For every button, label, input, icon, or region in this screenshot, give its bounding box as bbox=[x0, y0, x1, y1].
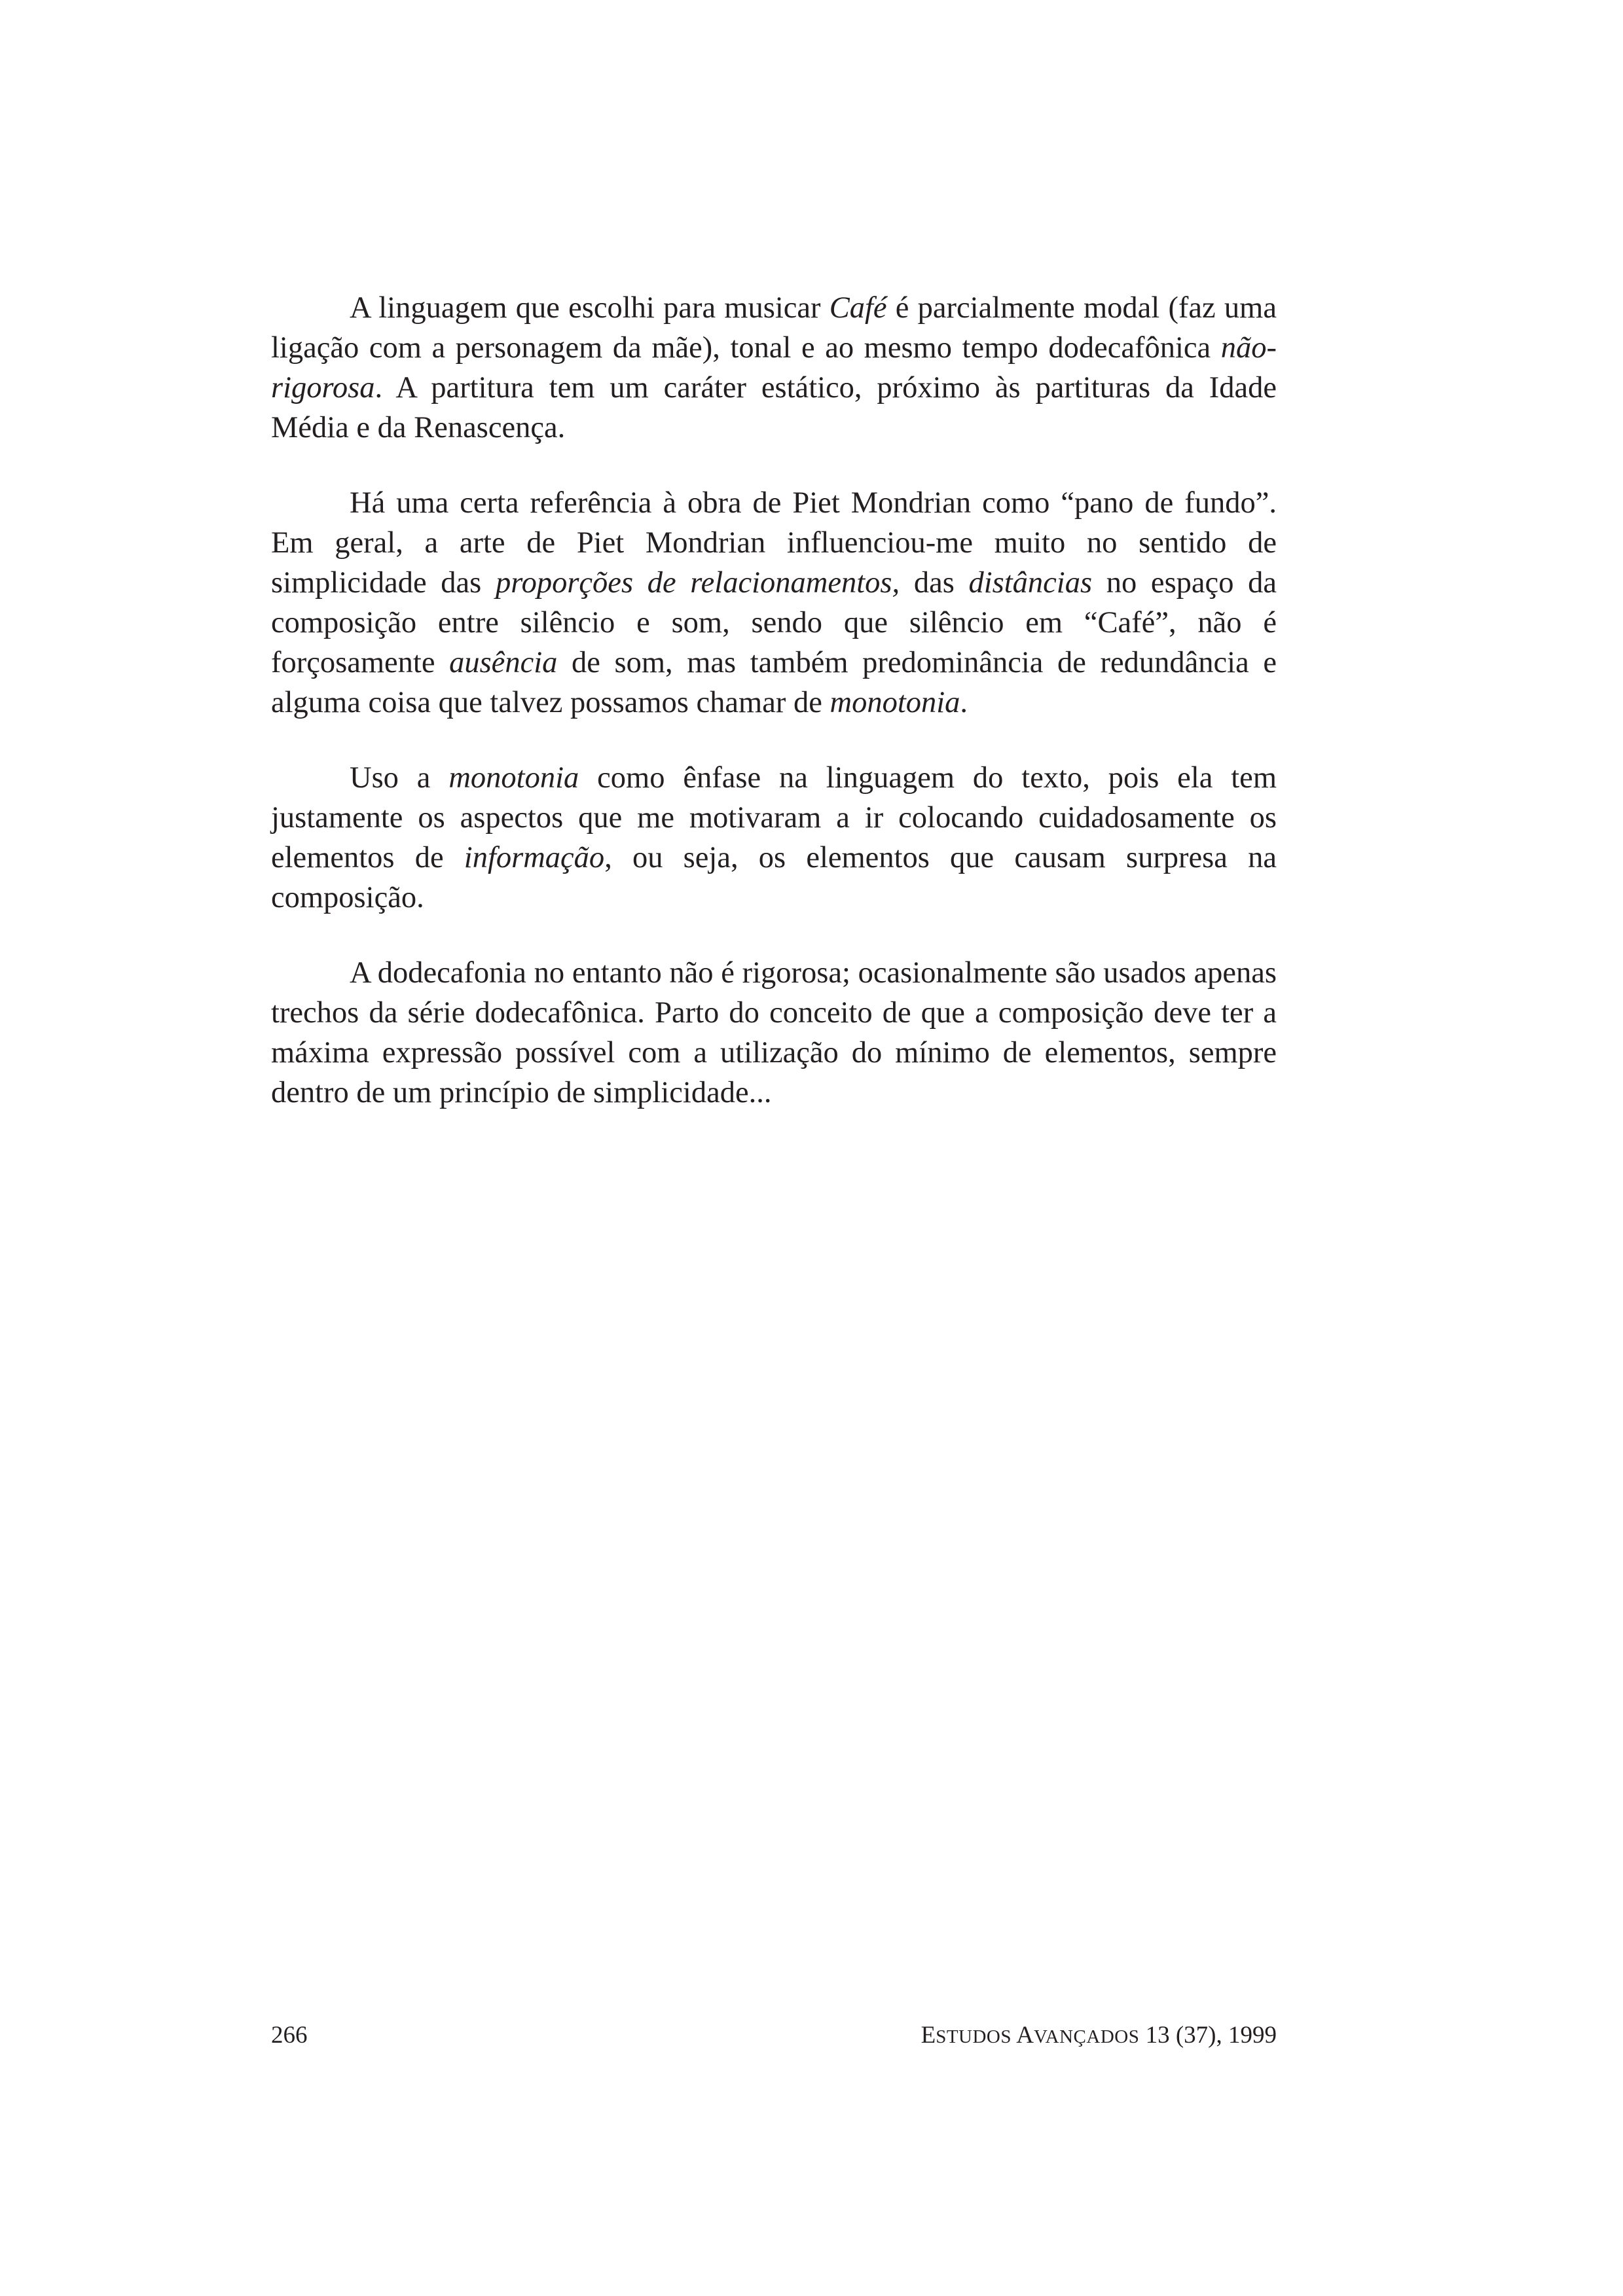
italic-text: proporções de relacionamentos, bbox=[495, 566, 900, 600]
text-run: no espaço da composição entre silêncio e som, sendo que silêncio em “Café”, não é forçosamente bbox=[271, 566, 1277, 679]
text-run: como ênfase na linguagem do texto, pois ela tem justamente os aspectos que me motivaram a ir colocando cuidadosamente os elementos de bbox=[271, 761, 1277, 874]
italic-text: distâncias bbox=[968, 566, 1093, 600]
italic-text: monotonia bbox=[830, 686, 960, 719]
paragraph bbox=[271, 483, 1277, 723]
italic-text: ausência bbox=[449, 646, 558, 679]
text-run: , ou seja, os elementos que causam surpresa na composição. bbox=[271, 841, 1277, 914]
page-number: 266 bbox=[271, 2022, 308, 2049]
text-run: Uso a bbox=[350, 761, 449, 795]
journal-citation-part: 13 (37), 1999 bbox=[1139, 2022, 1277, 2049]
page-footer bbox=[271, 2016, 1277, 2055]
journal-citation-part: STUDOS bbox=[936, 2026, 1012, 2047]
paragraph bbox=[271, 953, 1277, 1113]
journal-citation bbox=[921, 2016, 1277, 2056]
text-run: . A partitura tem um caráter estático, próximo às partituras da Idade Média e da Renascença. bbox=[271, 371, 1277, 444]
text-run: das bbox=[900, 566, 969, 600]
text-run: de som, mas também predominância de redundância e alguma coisa que talvez possamos chamar de bbox=[271, 646, 1277, 719]
italic-text: Café bbox=[829, 291, 887, 325]
text-run: A dodecafonia no entanto não é rigorosa; ocasionalmente são usados apenas trechos da série dodecafônica. Parto do conceito de que a composição deve ter a máxima expressão possível com a utilização do mínimo de elementos, sempre dentro de um princípio de simplicidade... bbox=[271, 956, 1277, 1109]
text-run: é parcialmente modal (faz uma ligação com a personagem da mãe), tonal e ao mesmo tempo dodecafônica bbox=[271, 291, 1277, 365]
paragraph bbox=[271, 288, 1277, 448]
body-text bbox=[271, 288, 1277, 1148]
italic-text: informação bbox=[464, 841, 605, 874]
journal-citation-part: VANÇADOS bbox=[1033, 2026, 1140, 2047]
italic-text: monotonia bbox=[448, 761, 579, 795]
journal-citation-part: A bbox=[1012, 2022, 1034, 2049]
paragraph bbox=[271, 758, 1277, 918]
italic-text: não-rigorosa bbox=[271, 331, 1277, 404]
text-run: A linguagem que escolhi para musicar bbox=[350, 291, 830, 325]
text-run: Há uma certa referência à obra de Piet Mondrian como “pano de fundo”. Em geral, a arte de Piet Mondrian influenciou-me muito no sentido de simplicidade das bbox=[271, 486, 1277, 600]
journal-citation-part: E bbox=[921, 2022, 936, 2049]
text-run: . bbox=[960, 686, 968, 719]
